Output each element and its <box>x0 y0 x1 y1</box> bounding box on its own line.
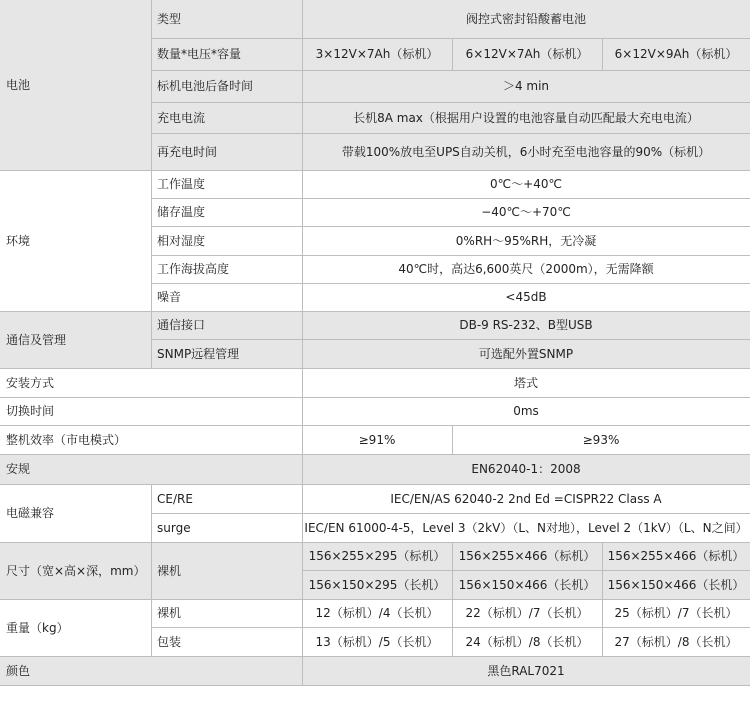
column-divider <box>602 38 603 70</box>
snmp-value: 可选配外置SNMP <box>302 339 750 368</box>
column-divider <box>452 425 453 454</box>
comm-interface-value: DB-9 RS-232、B型USB <box>302 311 750 339</box>
weight-group-label: 重量（kg） <box>0 599 151 656</box>
weight-package-label: 包装 <box>151 627 302 656</box>
battery-backup-label: 标机电池后备时间 <box>151 70 302 102</box>
humidity-label: 相对湿度 <box>151 226 302 255</box>
battery-type-label: 类型 <box>151 0 302 38</box>
battery-qty-label: 数量*电压*容量 <box>151 38 302 70</box>
storage-temp-value: −40℃～+70℃ <box>302 198 750 226</box>
altitude-value: 40℃时，高达6,600英尺（2000m），无需降额 <box>302 255 750 283</box>
transfer-label: 切换时间 <box>0 397 302 425</box>
column-divider <box>452 542 453 656</box>
humidity-value: 0%RH～95%RH，无冷凝 <box>302 226 750 255</box>
row-divider <box>0 425 750 426</box>
subrow-divider <box>151 133 750 134</box>
noise-label: 噪音 <box>151 283 302 311</box>
color-value: 黑色RAL7021 <box>302 656 750 685</box>
emc-cere-label: CE/RE <box>151 484 302 513</box>
column-divider <box>151 0 152 368</box>
dimensions-r1-3k: 156×255×466（标机） <box>602 542 750 570</box>
row-divider <box>0 454 750 455</box>
efficiency-1k: ≥91% <box>302 425 452 454</box>
row-divider <box>0 484 750 485</box>
column-divider <box>452 38 453 70</box>
environment-group-label: 环境 <box>0 170 151 311</box>
weight-bare-label: 裸机 <box>151 599 302 627</box>
emc-group-label: 电磁兼容 <box>0 484 151 542</box>
snmp-label: SNMP远程管理 <box>151 339 302 368</box>
charge-current-value: 长机8A max（根据用户设置的电池容量自动匹配最大充电电流） <box>302 102 750 133</box>
row-divider <box>0 368 750 369</box>
weight-package-3k: 27（标机）/8（长机） <box>602 627 750 656</box>
weight-package-1k: 13（标机）/5（长机） <box>302 627 452 656</box>
dimensions-r2-3k: 156×150×466（长机） <box>602 570 750 599</box>
dimensions-r2-2k: 156×150×466（长机） <box>452 570 602 599</box>
transfer-value: 0ms <box>302 397 750 425</box>
subrow-divider <box>151 38 750 39</box>
row-divider <box>0 170 750 171</box>
subrow-divider <box>151 102 750 103</box>
op-temp-value: 0℃～+40℃ <box>302 170 750 198</box>
subrow-divider <box>151 226 750 227</box>
row-divider <box>0 599 750 600</box>
comm-interface-label: 通信接口 <box>151 311 302 339</box>
recharge-label: 再充电时间 <box>151 133 302 170</box>
subrow-divider <box>151 627 750 628</box>
safety-label: 安规 <box>0 454 302 484</box>
subrow-divider <box>151 255 750 256</box>
subrow-divider <box>151 283 750 284</box>
subrow-divider <box>302 570 750 571</box>
noise-value: <45dB <box>302 283 750 311</box>
emc-cere-value: IEC/EN/AS 62040-2 2nd Ed =CISPR22 Class A <box>302 484 750 513</box>
row-divider <box>0 542 750 543</box>
install-label: 安装方式 <box>0 368 302 397</box>
safety-value: EN62040-1：2008 <box>302 454 750 484</box>
charge-current-label: 充电电流 <box>151 102 302 133</box>
battery-qty-1k: 3×12V×7Ah（标机） <box>302 38 452 70</box>
row-divider <box>0 656 750 657</box>
battery-qty-3k: 6×12V×9Ah（标机） <box>602 38 750 70</box>
battery-qty-2k: 6×12V×7Ah（标机） <box>452 38 602 70</box>
battery-group-label: 电池 <box>0 0 151 170</box>
weight-bare-2k: 22（标机）/7（长机） <box>452 599 602 627</box>
subrow-divider <box>151 70 750 71</box>
row-divider <box>0 311 750 312</box>
dimensions-group-label: 尺寸（宽×高×深，mm） <box>0 542 151 599</box>
subrow-divider <box>151 513 750 514</box>
subrow-divider <box>151 198 750 199</box>
efficiency-23k: ≥93% <box>452 425 750 454</box>
column-divider <box>302 0 303 685</box>
weight-bare-3k: 25（标机）/7（长机） <box>602 599 750 627</box>
battery-backup-value: ＞4 min <box>302 70 750 102</box>
battery-type-value: 阀控式密封铅酸蓄电池 <box>302 0 750 38</box>
dimensions-r2-1k: 156×150×295（长机） <box>302 570 452 599</box>
comm-group-label: 通信及管理 <box>0 311 151 368</box>
column-divider <box>602 542 603 656</box>
row-divider <box>0 397 750 398</box>
subrow-divider <box>151 339 750 340</box>
color-label: 颜色 <box>0 656 302 685</box>
install-value: 塔式 <box>302 368 750 397</box>
op-temp-label: 工作温度 <box>151 170 302 198</box>
dimensions-r1-1k: 156×255×295（标机） <box>302 542 452 570</box>
recharge-value: 带载100%放电至UPS自动关机，6小时充至电池容量的90%（标机） <box>302 133 750 170</box>
storage-temp-label: 储存温度 <box>151 198 302 226</box>
dimensions-r1-2k: 156×255×466（标机） <box>452 542 602 570</box>
efficiency-label: 整机效率（市电模式） <box>0 425 302 454</box>
dimensions-bare-label: 裸机 <box>151 542 302 599</box>
emc-surge-value: IEC/EN 61000-4-5，Level 3（2kV）（L、N对地），Level 2（1kV）（L、N之间） <box>302 513 750 542</box>
weight-bare-1k: 12（标机）/4（长机） <box>302 599 452 627</box>
row-divider <box>0 685 750 686</box>
weight-package-2k: 24（标机）/8（长机） <box>452 627 602 656</box>
column-divider <box>151 484 152 656</box>
altitude-label: 工作海拔高度 <box>151 255 302 283</box>
emc-surge-label: surge <box>151 513 302 542</box>
